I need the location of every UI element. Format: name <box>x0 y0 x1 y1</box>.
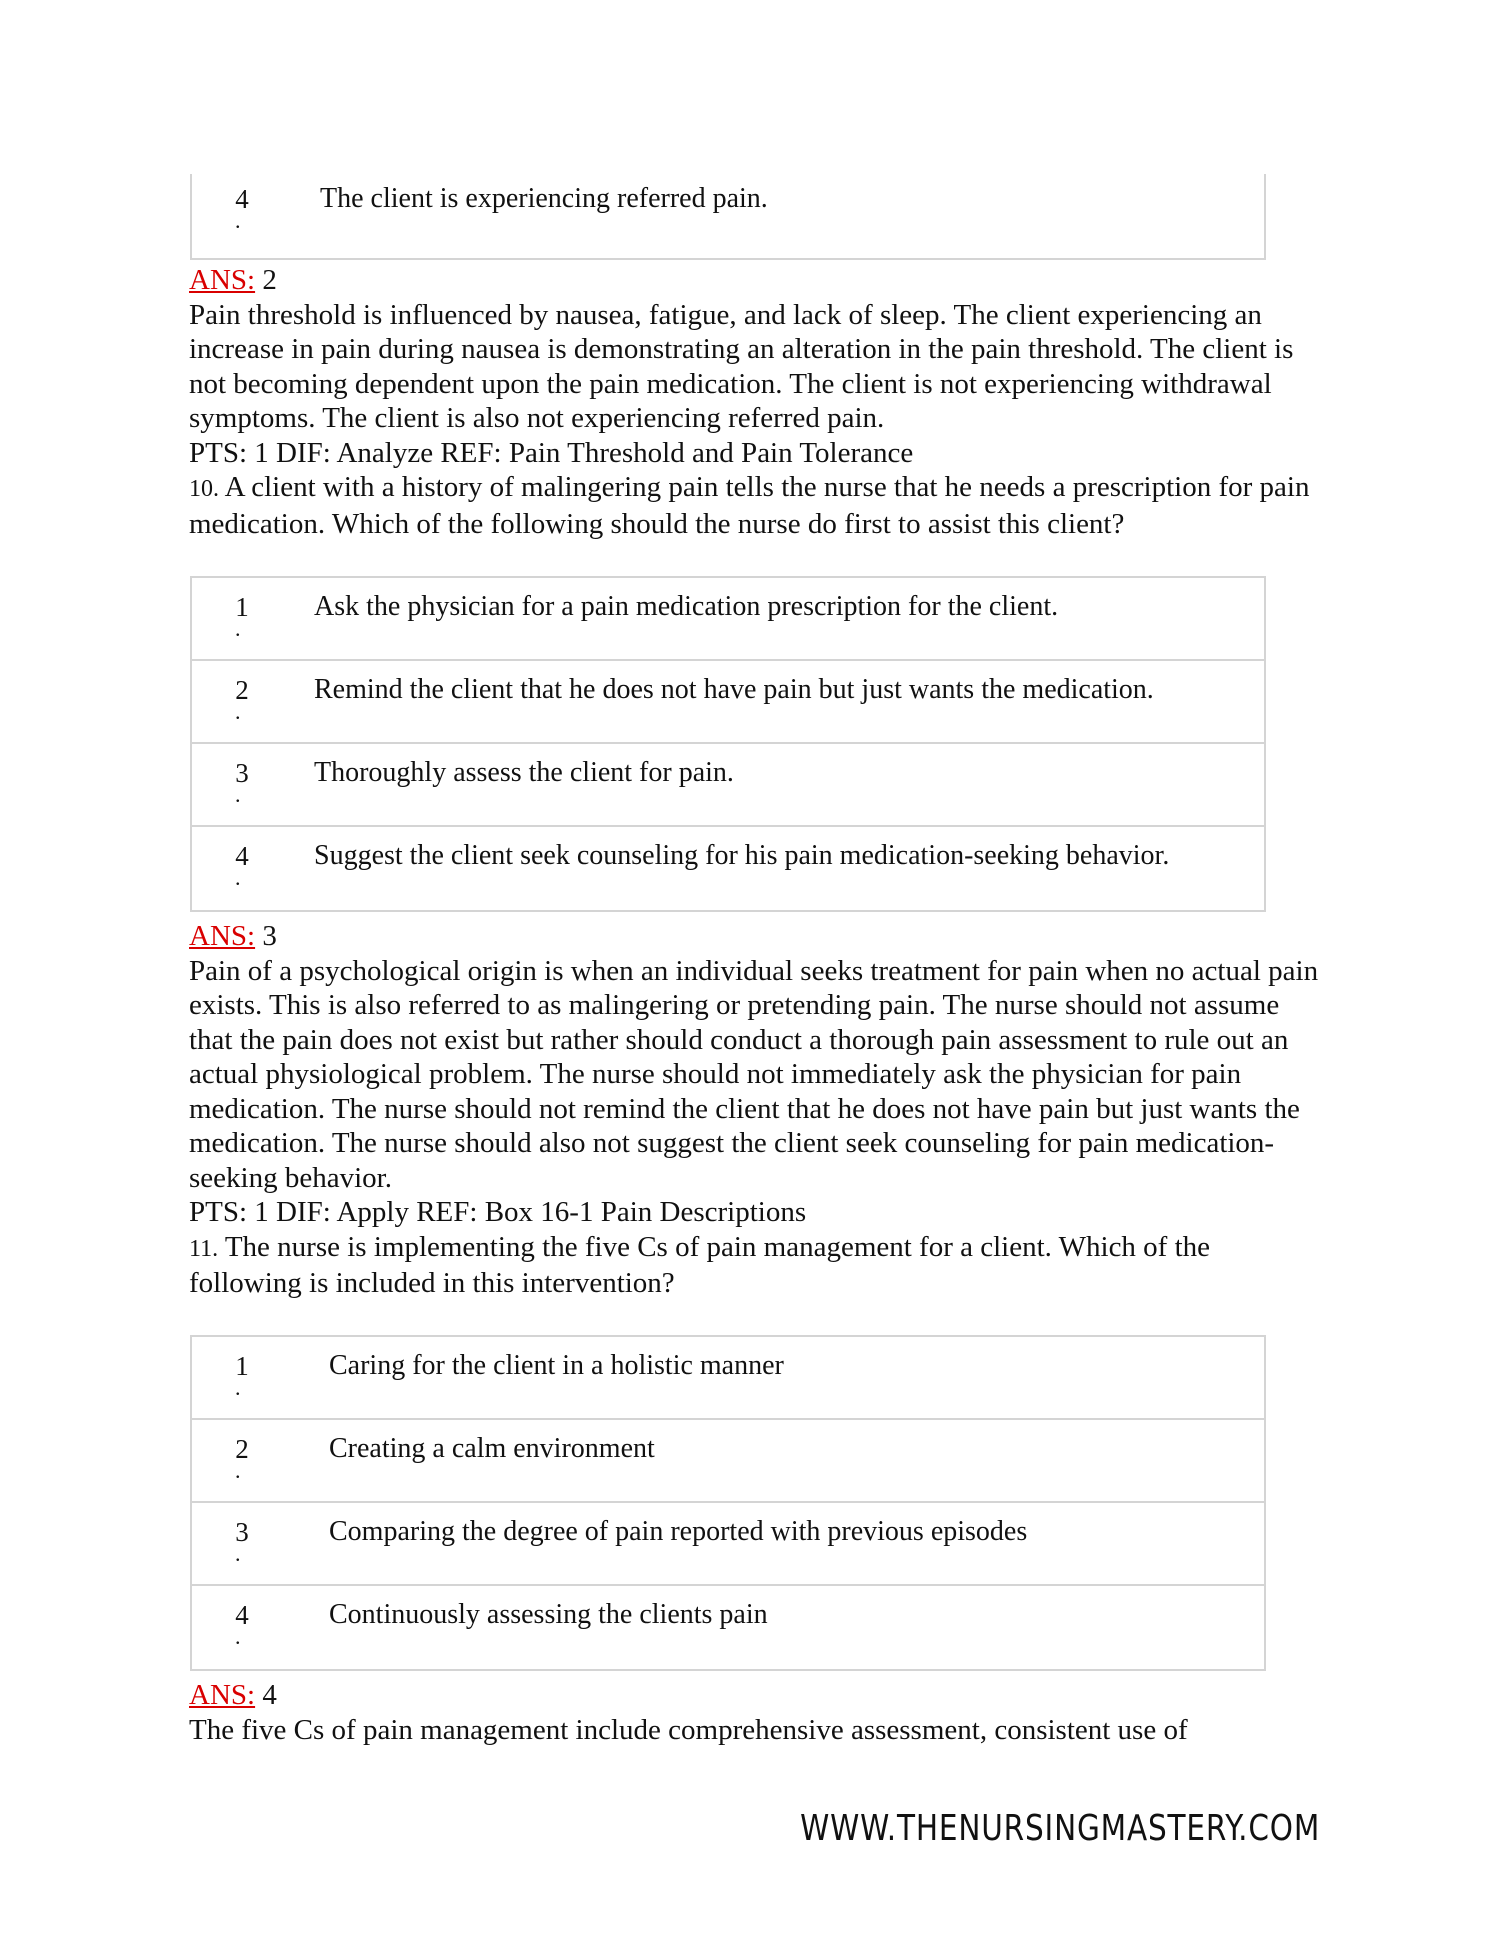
option-number: 2 <box>235 1434 249 1464</box>
option-row <box>192 744 1264 827</box>
option-text: Comparing the degree of pain reported with previous episodes <box>329 1516 1028 1547</box>
q11-options-table <box>190 1335 1266 1671</box>
option-text: Caring for the client in a holistic manner <box>329 1350 784 1381</box>
option-row <box>192 174 1264 258</box>
answer-label: ANS: <box>189 264 256 296</box>
answer-value: 3 <box>255 920 277 952</box>
answer-label: ANS: <box>189 1679 256 1711</box>
option-dot: . <box>235 1541 241 1566</box>
meta-line: PTS: 1 DIF: Apply REF: Box 16-1 Pain Descriptions <box>189 1196 807 1228</box>
option-dot: . <box>235 865 241 890</box>
option-text: Suggest the client seek counseling for his pain medication-seeking behavior. <box>314 840 1170 871</box>
option-dot: . <box>235 782 241 807</box>
option-row <box>192 1503 1264 1586</box>
rationale-line: seeking behavior. <box>189 1161 392 1194</box>
option-number: 4 <box>235 184 249 214</box>
option-text: Remind the client that he does not have pain but just wants the medication. <box>314 674 1154 705</box>
answer-line <box>189 919 1289 954</box>
rationale-line: Pain of a psychological origin is when an individual seeks treatment for pain when no actual pain <box>189 954 1319 987</box>
option-row <box>192 661 1264 744</box>
option-number: 1 <box>235 592 249 622</box>
option-dot: . <box>235 699 241 724</box>
rationale-line: increase in pain during nausea is demonstrating an alteration in the pain threshold. The client is <box>189 333 1294 365</box>
option-text: The client is experiencing referred pain. <box>320 183 768 214</box>
option-number: 1 <box>235 1351 249 1381</box>
option-text: Ask the physician for a pain medication prescription for the client. <box>314 591 1059 622</box>
question-stem <box>189 470 1310 507</box>
rationale-line: that the pain does not exist but rather should conduct a thorough pain assessment to rule out an <box>189 1023 1289 1056</box>
rationale-line: not becoming dependent upon the pain medication. The client is not experiencing withdrawal <box>189 367 1272 400</box>
option-row <box>192 578 1264 661</box>
rationale-line: exists. This is also referred to as malingering or pretending pain. The nurse should not assume <box>189 989 1280 1021</box>
option-text: Creating a calm environment <box>329 1433 655 1464</box>
option-row <box>192 1337 1264 1420</box>
answer-line <box>189 1678 1289 1713</box>
meta-line: PTS: 1 DIF: Analyze REF: Pain Threshold and Pain Tolerance <box>189 436 914 469</box>
option-number: 3 <box>235 758 249 788</box>
q10-answer-block <box>189 919 1319 1301</box>
option-row <box>192 1420 1264 1503</box>
rationale-line: medication. The nurse should also not suggest the client seek counseling for pain medication- <box>189 1127 1275 1159</box>
question-number: 11. <box>189 1235 219 1262</box>
option-dot: . <box>235 1375 241 1400</box>
question-stem-text: The nurse is implementing the five Cs of pain management for a client. Which of the <box>224 1230 1211 1263</box>
q10-options-table <box>190 576 1266 912</box>
option-dot: . <box>235 1458 241 1483</box>
answer-label: ANS: <box>189 920 256 952</box>
option-number: 4 <box>235 841 249 871</box>
q11-answer-block <box>189 1678 1289 1747</box>
q9-answer-block <box>189 263 1310 541</box>
question-stem-line: medication. Which of the following should the nurse do first to assist this client? <box>189 507 1125 540</box>
rationale-line: The five Cs of pain management include comprehensive assessment, consistent use of <box>189 1713 1188 1746</box>
option-row <box>192 827 1264 910</box>
footer-website: WWW.THENURSINGMASTERY.COM <box>799 1808 1320 1849</box>
option-dot: . <box>235 1624 241 1649</box>
option-dot: . <box>235 208 241 233</box>
rationale-line: medication. The nurse should not remind the client that he does not have pain but just wants the <box>189 1092 1300 1125</box>
option-text: Thoroughly assess the client for pain. <box>314 757 734 788</box>
rationale-line: symptoms. The client is also not experiencing referred pain. <box>189 402 885 434</box>
answer-value: 4 <box>255 1679 277 1711</box>
question-number: 10. <box>189 476 219 502</box>
option-number: 3 <box>235 1517 249 1547</box>
option-text: Continuously assessing the clients pain <box>329 1599 768 1630</box>
rationale-line: actual physiological problem. The nurse should not immediately ask the physician for pain <box>189 1058 1242 1090</box>
answer-line <box>189 263 1289 298</box>
option-number: 4 <box>235 1600 249 1630</box>
option-dot: . <box>235 616 241 641</box>
option-number: 2 <box>235 675 249 705</box>
rationale-line: Pain threshold is influenced by nausea, fatigue, and lack of sleep. The client experiencing an <box>189 298 1262 331</box>
q9-options-table <box>190 174 1266 260</box>
answer-value: 2 <box>255 264 277 296</box>
question-stem-text: A client with a history of malingering pain tells the nurse that he needs a prescription for pain <box>224 471 1310 503</box>
question-stem <box>189 1230 1289 1267</box>
question-stem-line: following is included in this intervention? <box>189 1267 675 1299</box>
option-row <box>192 1586 1264 1669</box>
